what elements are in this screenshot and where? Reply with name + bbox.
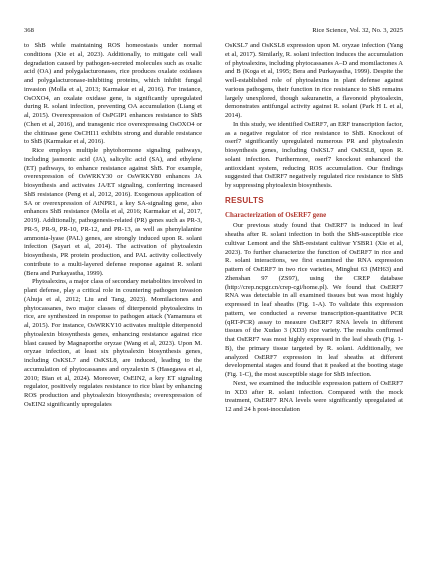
journal-citation: Rice Science, Vol. 32, No. 3, 2025: [312, 27, 403, 34]
body-paragraph: Phytoalexins, a major class of secondary metabolites involved in plant defense, play a critical role in countering pathogen invasion (Ahuja et al, 2012; Liu and Tang, 2023). Momilactones and phytocassanes, two major classes of diterpenoid phytoalexins in rice, are synthesized in response to pathogen attack (Yamamura et al, 2015). For instance, OsWRKY10 activates multiple diterpenoid phytoalexin biosynthesis genes, enhancing resistance against rice blast caused by Magnaporthe oryzae (Wang et al, 2023). Upon M. oryzae infection, at least six phytoalexin biosynthesis genes, including OsKSL7 and OsKSL8, are induced, leading to the accumulation of phytocassanes and oryzalexin S (Hasegawa et al, 2010; Bian et al, 2024). Moreover, OsEIN2, a key ET signaling regulator, positively regulates resistance to rice blast by enhancing ROS production and phytoalexin biosynthesis; overexpression of OsEIN2 significantly upregulates: [24, 278, 202, 408]
left-column: [24, 42, 202, 410]
subsection-heading: Characterization of OsERF7 gene: [225, 210, 327, 219]
page-number: 368: [24, 27, 34, 34]
body-paragraph: Our previous study found that OsERF7 is induced in leaf sheaths after R. solani infection in both the ShB-susceptible rice cultivar Lemont and the ShB-resistant cultivar YSBR1 (Xie et al, 2023). To further characterize the function of OsERF7 in rice and R. solani interactions, we first examined the RNA expression pattern of OsERF7 in two rice varieties, Minghui 63 (MH63) and Zhenshan 97 (ZS97), using the CREP database (http://crep.ncpgr.cn/crep-cgi/home.pl). We found that OsERF7 RNA was detectable in all examined tissues but was most highly expressed in leaf sheaths (Fig. 1-A). To validate this expression pattern, we conducted a reverse transcription-quantitative PCR (qRT-PCR) assay to measure OsERF7 RNA levels in different tissues of the Xudao 3 (XD3) rice variety. The results confirmed that OsERF7 was most highly expressed in the leaf sheath (Fig. 1-B), the primary tissue targeted by R. solani. Additionally, we analyzed OsERF7 expression in leaf sheaths at different developmental stages and found that it peaked at the booting stage (Fig. 1-C), the most susceptible stage for ShB infection.: [225, 222, 403, 378]
body-paragraph: Rice employs multiple phytohormone signaling pathways, including jasmonic acid (JA), salicylic acid (SA), and ethylene (ET) pathways, to enhance resistance against ShB. For example, overexpression of OsWRKY30 or OsWRKY80 enhances JA biosynthesis and activates JA/ET signaling, conferring increased ShB resistance (Peng et al, 2012, 2016). Exogenous application of SA or overexpression of AtNPR1, a key SA-signaling gene, also enhances ShB resistance (Molla et al, 2016; Karmakar et al, 2017, 2019). Additionally, pathogenesis-related (PR) genes such as PR-3, PR-5, PR-9, PR-10, PR-12, and PR-13, as well as phenylalanine ammonia-lyase (PAL) genes, are strongly induced upon R. solani infection (Sayari et al, 2014). The activation of phytoalexin biosynthesis, PR protein production, and PAL activity collectively contribute to a multi-layered defense response against R. solani (Bera and Purkayastha, 1999).: [24, 147, 202, 277]
running-header: [24, 27, 403, 37]
body-paragraph: to ShB while maintaining ROS homeostasis under normal conditions (Xie et al, 2023). Additionally, to mitigate cell wall degradation caused by pathogen-secreted molecules such as oxalic acid (OA) and polygalacturonases, rice produces oxalate oxidases and polygalacturonase-inhibiting proteins, which inhibit fungal invasion (Molla et al, 2013; Karmakar et al, 2016). For instance, OsOXO4, an oxalate oxidase gene, is significantly upregulated during R. solani infection, preventing OA accumulation (Liang et al, 2015). Overexpression of OsPGIP1 enhances resistance to ShB (Chen et al, 2016), and transgenic rice overexpressing OsOXO4 or the chitinase gene OsCHI11 exhibits strong and durable resistance to ShB (Karmakar et al, 2016).: [24, 42, 202, 146]
right-column: [225, 42, 403, 415]
body-paragraph: In this study, we identified OsERF7, an ERF transcription factor, as a negative regulator of rice resistance to ShB. Knockout of oserf7 significantly upregulated numerous PR and phytoalexin biosynthesis genes, including OsKSL7 and OsKSL8, upon R. solani infection. Furthermore, oserf7 knockout enhanced the antioxidant system, reducing ROS accumulation. Our findings suggested that OsERF7 negatively regulated rice resistance to ShB by suppressing phytoalexin biosynthesis.: [225, 120, 403, 189]
body-paragraph: Next, we examined the inducible expression pattern of OsERF7 in XD3 after R. solani infection. Compared with the mock treatment, OsERF7 RNA levels were significantly upregulated at 12 and 24 h post-inoculation: [225, 379, 403, 413]
section-heading: RESULTS: [225, 195, 264, 205]
body-paragraph: OsKSL7 and OsKSL8 expression upon M. oryzae infection (Yang et al, 2017). Similarly, R. solani infection induces the accumulation of phytoalexins, including phytocassanes A–D and momilactones A and B (Koga et al, 1995; Bera and Purkayastha, 1999). Despite the well-established role of phytoalexins in plant defense against various pathogens, their function in rice resistance to ShB remains largely unexplored, though sakuranetin, a flavonoid phytoalexin, demonstrates antifungal activity against R. solani (Park H L et al, 2014).: [225, 42, 403, 119]
